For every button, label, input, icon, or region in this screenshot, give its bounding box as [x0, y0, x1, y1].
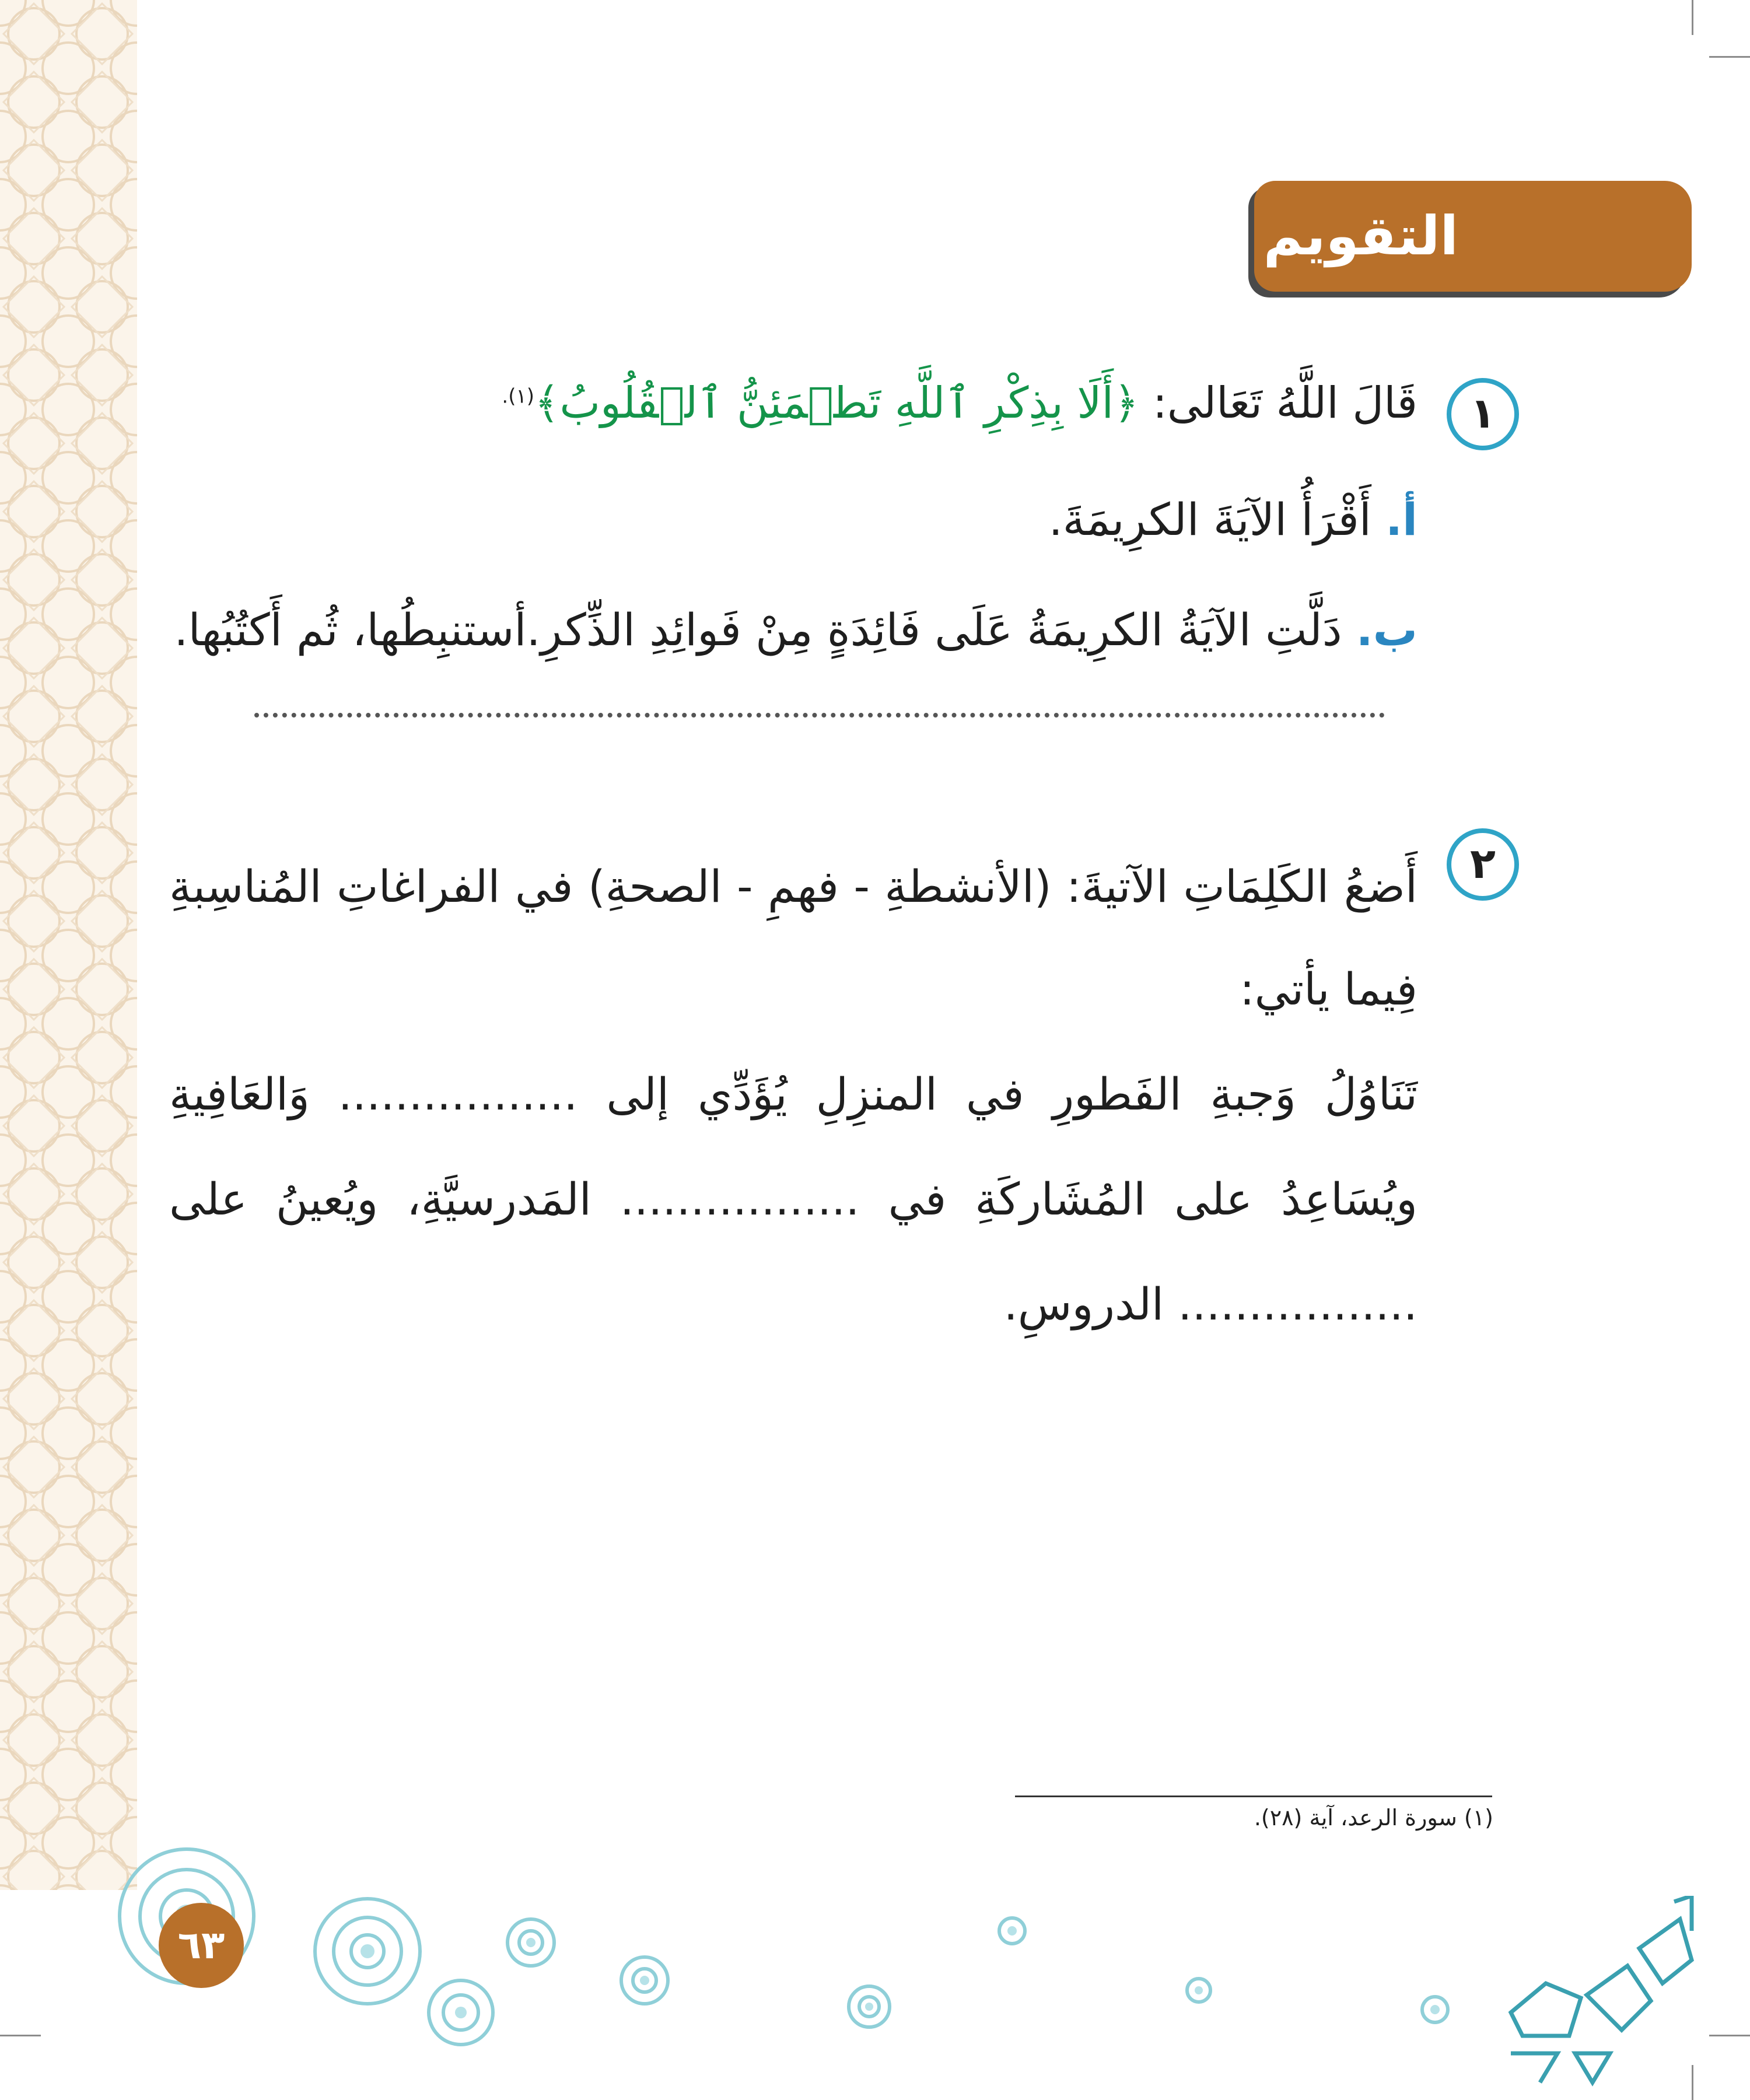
page-number-badge: ٦٣: [159, 1903, 244, 1988]
section-header-tab: [1254, 181, 1692, 292]
geometric-corner-icon: [1505, 1896, 1698, 2088]
crop-mark: [0, 2035, 41, 2036]
question-1-stem: [502, 378, 1418, 428]
question-2-fill-paragraph: تَنَاوُلُ وَجبةِ الفَطورِ في المنزِلِ يُؤَدِّي إلى ................. وَالعَافِيةِ ويُسَاعِدُ على المُشَاركَةِ في ................. المَدرسيَّةِ، ويُعينُ على ................. الدروسِ.: [169, 1068, 1418, 1330]
crop-mark: [1709, 56, 1750, 58]
footnote-separator: [1015, 1796, 1492, 1797]
part-a-text: أَقْرَأُ الآيَةَ الكرِيمَةَ.: [1048, 494, 1386, 545]
question-2-instruction: أَضعُ الكَلِمَاتِ الآتيةَ: (الأنشطةِ - فهمِ - الصحةِ) في الفراغاتِ المُناسِبةِ فِيما يأتي:: [169, 860, 1418, 1015]
islamic-pattern-border: [0, 0, 137, 1890]
footnote: (١) سورة الرعد، آية (٢٨).: [1254, 1805, 1493, 1831]
part-letter-b: ب.: [1356, 604, 1418, 656]
question-1-part-b: [174, 604, 1418, 656]
question-1-intro: قَالَ اللَّهُ تَعَالى:: [1139, 378, 1418, 428]
question-number-2: ٢: [1447, 828, 1519, 901]
answer-line[interactable]: [254, 713, 1385, 718]
crop-mark: [1692, 0, 1693, 35]
crop-mark: [1709, 2035, 1750, 2036]
question-number-1: ١: [1447, 378, 1519, 450]
section-title: التقويم: [1263, 205, 1458, 267]
part-b-text: دَلَّتِ الآيَةُ الكرِيمَةُ عَلَى فَائِدَةٍ مِنْ فَوائِدِ الذِّكرِ.أستنبِطُها، ثُم أَكتُبُها.: [174, 604, 1356, 656]
footnote-marker: (١).: [502, 384, 535, 408]
rosette-decorations: [88, 1838, 1488, 2071]
part-letter-a: أ.: [1385, 494, 1418, 545]
question-1-part-a: [1049, 494, 1418, 545]
quran-verse: ﴿أَلَا بِذِكْرِ ٱللَّهِ تَطۡمَئِنُّ ٱلۡقُلُوبُ﴾: [534, 378, 1139, 428]
